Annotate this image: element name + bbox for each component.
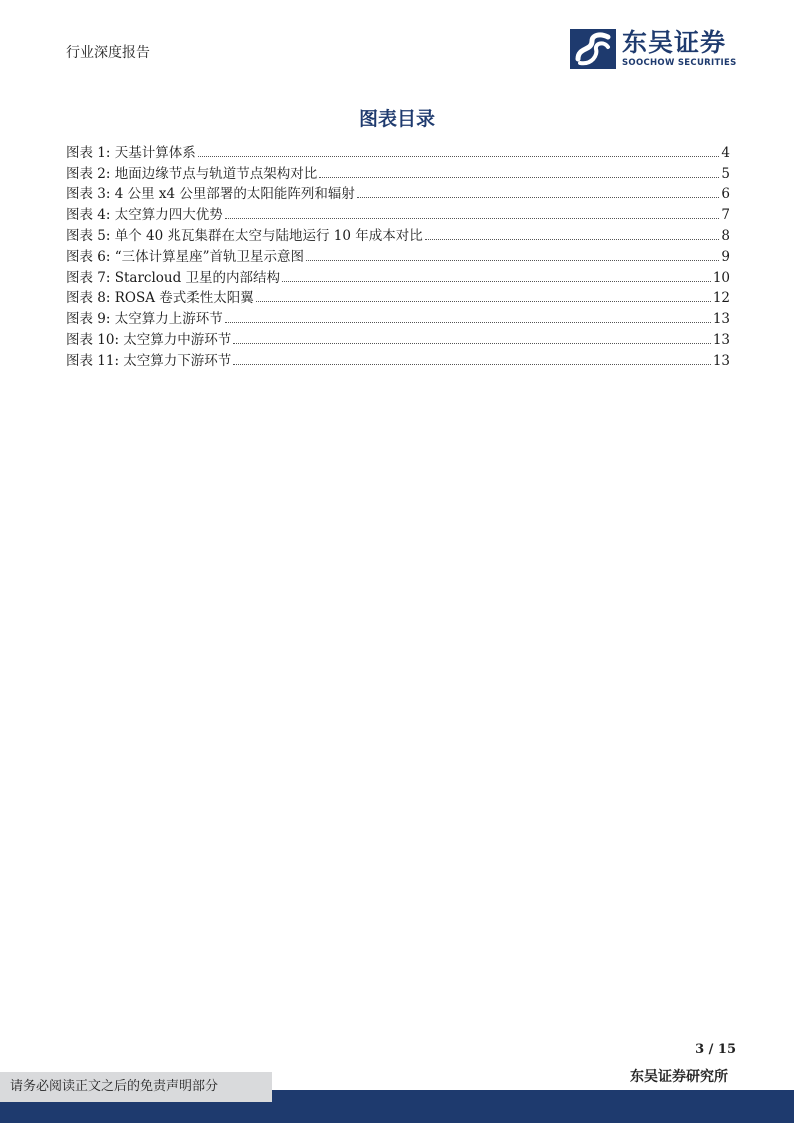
toc-entry[interactable]: 图表 7: Starcloud 卫星的内部结构 10 [66,269,730,286]
page-number: 3 / 15 [695,1042,736,1057]
report-type: 行业深度报告 [66,45,150,61]
toc-entry[interactable]: 图表 6: “三体计算星座”首轨卫星示意图 9 [66,248,730,265]
institute-name: 东吴证券研究所 [630,1069,728,1085]
toc-entry[interactable]: 图表 3: 4 公里 x4 公里部署的太阳能阵列和辐射 6 [66,186,730,203]
toc-entry[interactable]: 图表 11: 太空算力下游环节 13 [66,352,730,369]
page-title: 图表目录 [358,108,435,130]
toc-entry[interactable]: 图表 4: 太空算力四大优势 7 [66,207,730,224]
toc-entry[interactable]: 图表 1: 天基计算体系 4 [66,144,730,161]
disclaimer-note: 请务必阅读正文之后的免责声明部分 [0,1072,272,1102]
toc-entry[interactable]: 图表 8: ROSA 卷式柔性太阳翼 12 [66,290,730,307]
toc-entry[interactable]: 图表 9: 太空算力上游环节 13 [66,311,730,328]
toc-entry[interactable]: 图表 10: 太空算力中游环节 13 [66,331,730,348]
logo-english-name: SOOCHOW SECURITIES [622,58,737,68]
toc-entry[interactable]: 图表 2: 地面边缘节点与轨道节点架构对比 5 [66,165,730,182]
company-logo [570,28,737,70]
table-of-figures [66,140,730,369]
soochow-logo-icon [570,29,616,69]
toc-entry[interactable]: 图表 5: 单个 40 兆瓦集群在太空与陆地运行 10 年成本对比 8 [66,227,730,244]
logo-chinese-name: 东吴证券 [622,28,727,57]
